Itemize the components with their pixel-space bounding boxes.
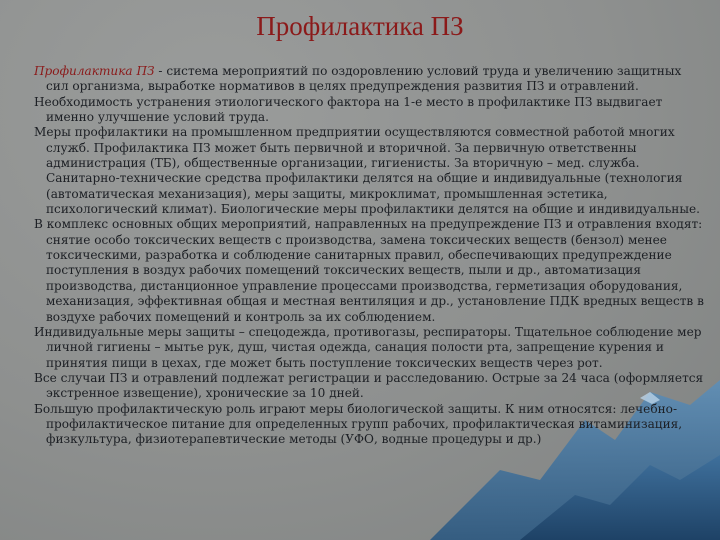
- definition-term: Профилактика ПЗ: [34, 64, 155, 78]
- paragraph-registration: [30, 371, 706, 402]
- paragraph-text: Большую профилактическую роль играют меры биологической защиты. К ним относятся: лечебно-профилактическое питание для определенных групп рабочих, профилактическая витаминизация, физкультура, физиотерапевтические методы (УФО, водные процедуры и др.): [34, 401, 683, 447]
- slide-body: [30, 64, 706, 448]
- paragraph-text: Необходимость устранения этиологического фактора на 1-е место в профилактике ПЗ выдвигает именно улучшение условий труда.: [34, 94, 663, 125]
- paragraph-etiology: [30, 95, 706, 126]
- paragraph-definition: [30, 64, 706, 95]
- paragraph-text: В комплекс основных общих мероприятий, направленных на предупреждение ПЗ и отравления входят: снятие особо токсических веществ с производства, замена токсических веществ (бензол) менее токсическими, разработка и соблюдение санитарных правил, обеспечивающих предупреждение поступления в воздух рабочих помещений токсических веществ, пыли и др., автоматизация производства, дистанционное управление процессами производства, герметизация оборудования, механизация, эффективная общая и местная вентиляция и др., установление ПДК вредных веществ в воздухе рабочих помещений и контроль за их соблюдением.: [34, 217, 704, 324]
- paragraph-services: [30, 125, 706, 217]
- paragraph-biological-protection: [30, 402, 706, 448]
- slide-title: Профилактика ПЗ: [256, 11, 464, 41]
- paragraph-individual-measures: [30, 325, 706, 371]
- paragraph-general-measures: [30, 217, 706, 324]
- paragraph-text: Меры профилактики на промышленном предприятии осуществляются совместной работой многих служб. Профилактика ПЗ может быть первичной и вторичной. За первичную ответственны администрация (ТБ), общественные организации, гигиенисты. За вторичную – мед. служба. Санитарно-технические средства профилактики делятся на общие и индивидуальные (технология (автоматическая механизация), меры защиты, микроклимат, промышленная эстетика, психологический климат). Биологические меры профилактики делятся на общие и индивидуальные.: [34, 125, 700, 217]
- paragraph-text: Все случаи ПЗ и отравлений подлежат регистрации и расследованию. Острые за 24 часа (оформляется экстренное извещение), хронические за 10 дней.: [34, 370, 704, 401]
- paragraph-text: - система мероприятий по оздоровлению условий труда и увеличению защитных сил организма, выработке нормативов в целях предупреждения развития ПЗ и отравлений.: [46, 64, 682, 94]
- paragraph-text: Индивидуальные меры защиты – спецодежда, противогазы, респираторы. Тщательное соблюдение мер личной гигиены – мытье рук, душ, чистая одежда, санация полости рта, запрещение курения и принятия пищи в цехах, где может быть поступление токсических веществ через рот.: [34, 324, 702, 370]
